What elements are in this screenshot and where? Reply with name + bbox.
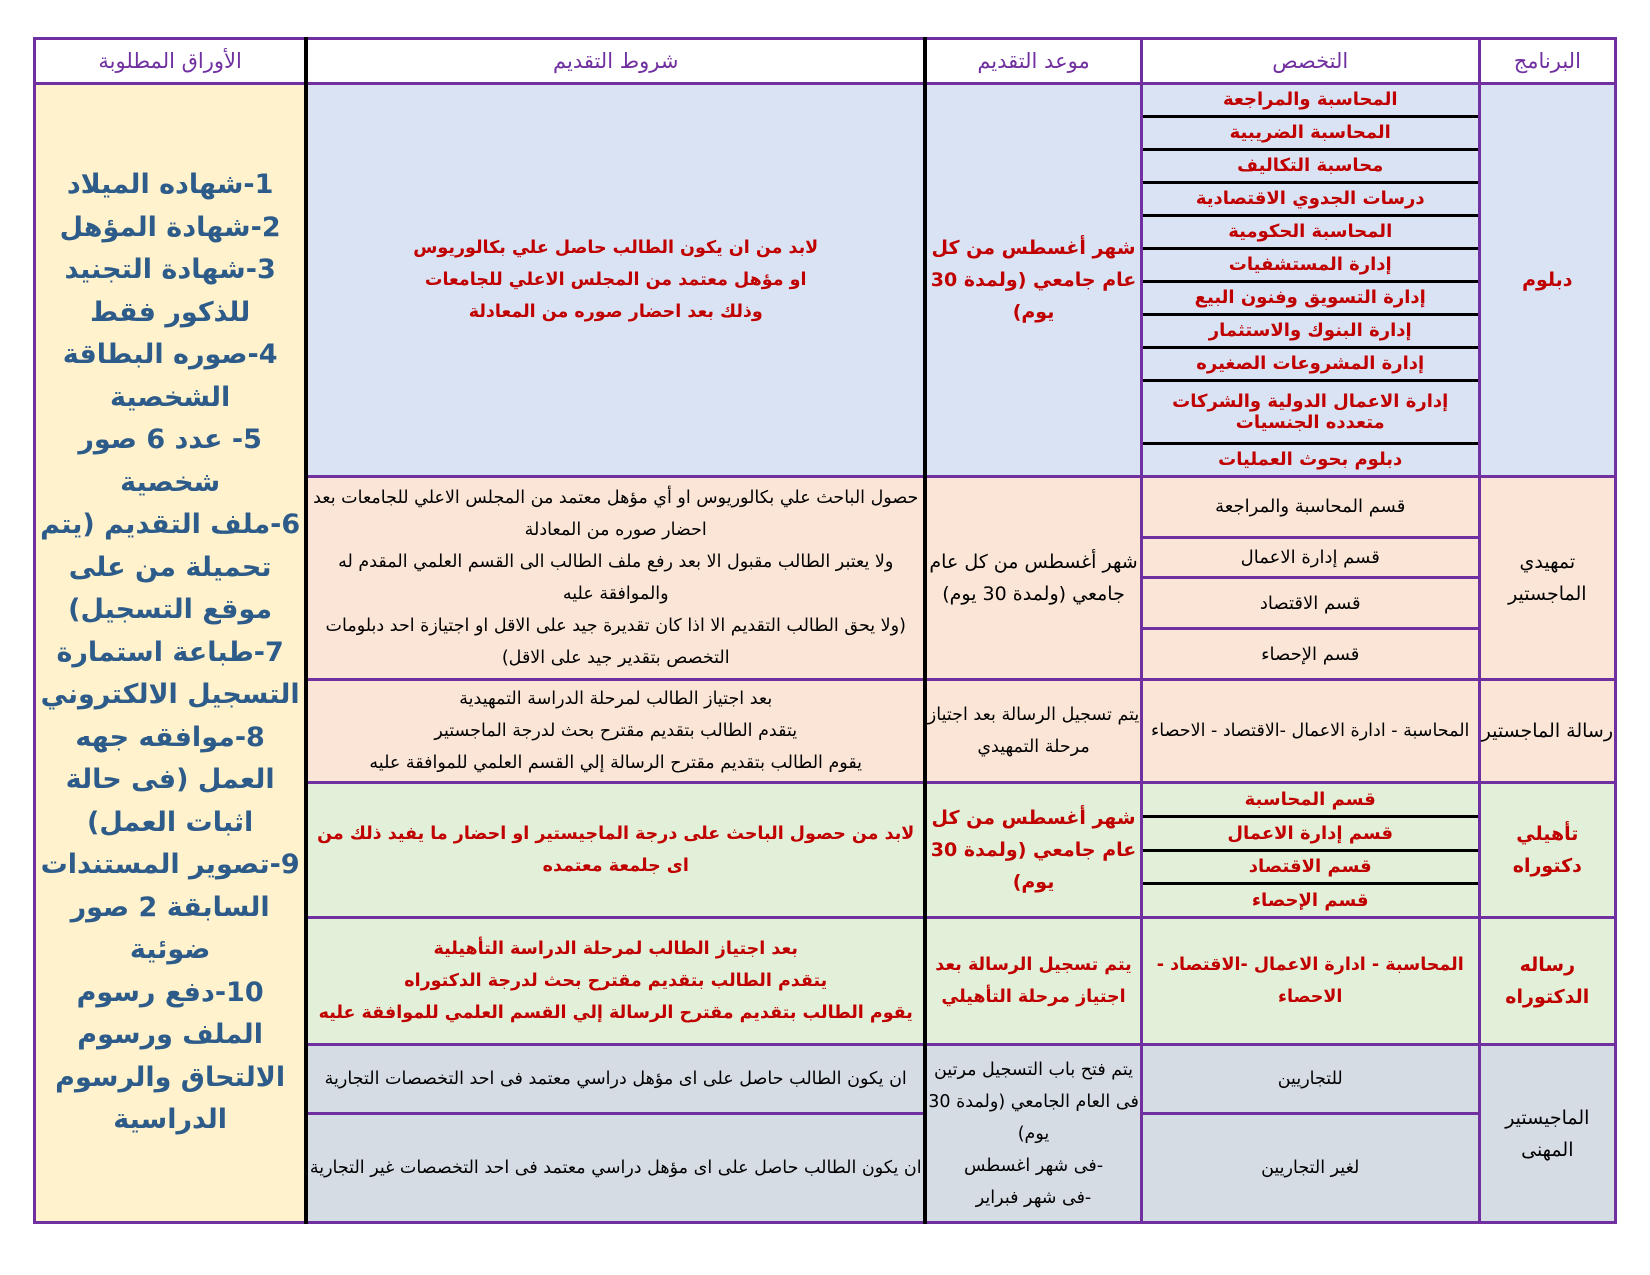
program-doctorate-thesis: رساله الدكتوراه	[1479, 918, 1615, 1045]
date-master-thesis: يتم تسجيل الرسالة بعد اجتياز مرحلة التمهيدي	[925, 679, 1141, 782]
header-documents: الأوراق المطلوبة	[35, 39, 307, 84]
conditions-professional-2: ان يكون الطالب حاصل على اى مؤهل دراسي معتمد فى احد التخصصات غير التجارية	[306, 1113, 925, 1222]
header-row	[35, 39, 1616, 84]
specialties-doctorate-qual	[1141, 782, 1479, 917]
diploma-specialty-3: درسات الجدوي الاقتصادية	[1143, 184, 1478, 217]
row-diploma	[35, 83, 1616, 476]
date-doctorate-thesis: يتم تسجيل الرسالة بعد اجتياز مرحلة التأهيلي	[925, 918, 1141, 1045]
pre-master-specialty-2: قسم الاقتصاد	[1143, 579, 1478, 630]
diploma-specialty-4: المحاسبة الحكومية	[1143, 217, 1478, 250]
specialty-professional-2: لغير التجاريين	[1141, 1113, 1479, 1222]
program-doctorate-qual: تأهيلي دكتوراه	[1479, 782, 1615, 917]
date-professional-master: يتم فتح باب التسجيل مرتين فى العام الجامعي (ولمدة 30 يوم) -فى شهر اغسطس -فى شهر فبراير	[925, 1045, 1141, 1223]
date-diploma: شهر أغسطس من كل عام جامعي (ولمدة 30 يوم)	[925, 83, 1141, 476]
conditions-pre-master: حصول الباحث علي بكالوريوس او أي مؤهل معتمد من المجلس الاعلي للجامعات بعد احضار صوره من المعادلة ولا يعتبر الطالب مقبول الا بعد رفع ملف الطالب الى القسم العلمي المقدم له والموافقة عليه (ولا يحق الطالب التقديم الا اذا كان تقديرة جيد على الاقل او اجتيازة احد دبلومات التخصص بتقدير جيد على الاقل)	[306, 477, 925, 680]
header-program: البرنامج	[1479, 39, 1615, 84]
header-date: موعد التقديم	[925, 39, 1141, 84]
diploma-specialty-0: المحاسبة والمراجعة	[1143, 85, 1478, 118]
diploma-specialty-9: إدارة الاعمال الدولية والشركات متعدده الجنسيات	[1143, 382, 1478, 445]
pre-master-specialty-0: قسم المحاسبة والمراجعة	[1143, 478, 1478, 539]
specialties-diploma	[1141, 83, 1479, 476]
pre-master-specialty-1: قسم إدارة الاعمال	[1143, 539, 1478, 580]
diploma-specialty-7: إدارة البنوك والاستثمار	[1143, 316, 1478, 349]
date-pre-master: شهر أغسطس من كل عام جامعي (ولمدة 30 يوم)	[925, 477, 1141, 680]
diploma-specialty-1: المحاسبة الضريبية	[1143, 118, 1478, 151]
doctorate-qual-specialty-2: قسم الاقتصاد	[1143, 852, 1478, 886]
diploma-specialty-8: إدارة المشروعات الصغيره	[1143, 349, 1478, 382]
header-specialty: التخصص	[1141, 39, 1479, 84]
documents-list: 1-شهاده الميلاد 2-شهادة المؤهل 3-شهادة التجنيد للذكور فقط 4-صوره البطاقة الشخصية 5- عدد 6 صور شخصية 6-ملف التقديم (يتم تحميلة من على موقع التسجيل) 7-طباعة استمارة التسجيل الالكتروني 8-موافقه جهه العمل (فى حالة اثبات العمل) 9-تصوير المستندات السابقة 2 صور ضوئية 10-دفع رسوم الملف ورسوم الالتحاق والرسوم الدراسية	[35, 83, 307, 1222]
conditions-master-thesis: بعد اجتياز الطالب لمرحلة الدراسة التمهيدية يتقدم الطالب بتقديم مقترح بحث لدرجة الماجستير يقوم الطالب بتقديم مقترح الرسالة إلي القسم العلمي للموافقة عليه	[306, 679, 925, 782]
doctorate-qual-specialty-list	[1143, 784, 1478, 916]
specialty-doctorate-thesis: المحاسبة - ادارة الاعمال -الاقتصاد - الاحصاء	[1141, 918, 1479, 1045]
pre-master-specialty-list	[1143, 478, 1478, 678]
diploma-specialty-list	[1143, 85, 1478, 475]
program-diploma: دبلوم	[1479, 83, 1615, 476]
doctorate-qual-specialty-3: قسم الإحصاء	[1251, 890, 1369, 912]
diploma-specialty-5: إدارة المستشفيات	[1143, 250, 1478, 283]
pre-master-specialty-3: قسم الإحصاء	[1261, 643, 1360, 665]
conditions-diploma: لابد من ان يكون الطالب حاصل علي بكالوريوس او مؤهل معتمد من المجلس الاعلي للجامعات وذلك بعد احضار صوره من المعادلة	[306, 83, 925, 476]
diploma-specialty-6: إدارة التسويق وفنون البيع	[1143, 283, 1478, 316]
program-master-thesis: رسالة الماجستير	[1479, 679, 1615, 782]
conditions-doctorate-thesis: بعد اجتياز الطالب لمرحلة الدراسة التأهيلية يتقدم الطالب بتقديم مقترح بحث لدرجة الدكتوراه يقوم الطالب بتقديم مقترح الرسالة إلي القسم العلمي للموافقة عليه	[306, 918, 925, 1045]
doctorate-qual-specialty-0: قسم المحاسبة	[1143, 784, 1478, 818]
specialty-master-thesis: المحاسبة - ادارة الاعمال -الاقتصاد - الاحصاء	[1141, 679, 1479, 782]
date-doctorate-qual: شهر أغسطس من كل عام جامعي (ولمدة 30 يوم)	[925, 782, 1141, 917]
specialties-pre-master	[1141, 477, 1479, 680]
diploma-specialty-2: محاسبة التكاليف	[1143, 151, 1478, 184]
header-conditions: شروط التقديم	[306, 39, 925, 84]
programs-table	[33, 37, 1617, 1224]
program-pre-master: تمهيدي الماجستير	[1479, 477, 1615, 680]
conditions-professional-1: ان يكون الطالب حاصل على اى مؤهل دراسي معتمد فى احد التخصصات التجارية	[306, 1045, 925, 1114]
program-professional-master: الماجيستير المهنى	[1479, 1045, 1615, 1223]
specialty-professional-1: للتجاريين	[1141, 1045, 1479, 1114]
conditions-doctorate-qual: لابد من حصول الباحث على درجة الماجيستير او احضار ما يفيد ذلك من اى جلمعة معتمده	[306, 782, 925, 917]
diploma-specialty-10: دبلوم بحوث العمليات	[1218, 449, 1403, 471]
doctorate-qual-specialty-1: قسم إدارة الاعمال	[1143, 818, 1478, 852]
